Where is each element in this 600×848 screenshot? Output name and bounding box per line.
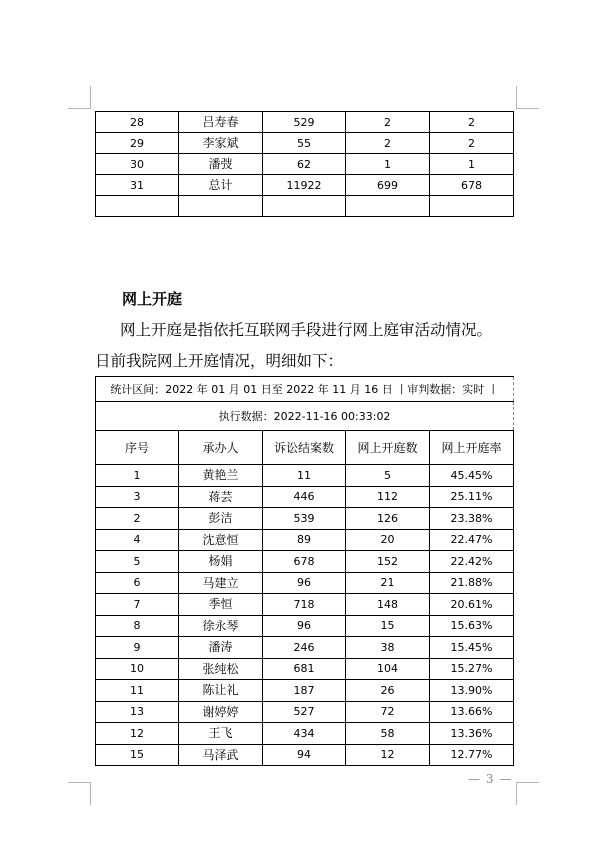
table-row xyxy=(96,658,514,680)
table-cell: 总计 xyxy=(179,175,263,196)
table-cell: 11922 xyxy=(263,175,346,196)
crop-mark-top-left xyxy=(68,86,91,109)
table-cell: 527 xyxy=(263,701,346,723)
table-cell: 539 xyxy=(263,508,346,530)
table-cell: 2 xyxy=(430,133,514,154)
table-cell: 15.63% xyxy=(430,615,514,637)
table-cell: 246 xyxy=(263,637,346,659)
table-cell: 张纯松 xyxy=(179,658,263,680)
table-cell: 6 xyxy=(96,572,179,594)
table-cell: 112 xyxy=(346,486,430,508)
table-cell: 10 xyxy=(96,658,179,680)
table-cell: 4 xyxy=(96,529,179,551)
table-cell: 25.11% xyxy=(430,486,514,508)
table-row xyxy=(96,112,514,133)
table-cell: 681 xyxy=(263,658,346,680)
table-cell: 1 xyxy=(430,154,514,175)
table-cell: 21.88% xyxy=(430,572,514,594)
table-cell: 2 xyxy=(96,508,179,530)
table-cell: 3 xyxy=(96,486,179,508)
table-cell: 96 xyxy=(263,572,346,594)
header-cell: 诉讼结案数 xyxy=(263,431,346,465)
table-cell: 季恒 xyxy=(179,594,263,616)
table-cell: 28 xyxy=(96,112,179,133)
table-cell: 55 xyxy=(263,133,346,154)
table-cell: 15 xyxy=(96,744,179,766)
table-cell: 30 xyxy=(96,154,179,175)
table-cell: 678 xyxy=(430,175,514,196)
table-cell: 5 xyxy=(346,465,430,487)
table-row xyxy=(96,175,514,196)
table-cell: 126 xyxy=(346,508,430,530)
table-row xyxy=(96,744,514,766)
table-cell: 94 xyxy=(263,744,346,766)
table-cell: 89 xyxy=(263,529,346,551)
table-cell: 148 xyxy=(346,594,430,616)
continued-table xyxy=(95,111,514,217)
table-cell: 潘涛 xyxy=(179,637,263,659)
table-cell: 11 xyxy=(263,465,346,487)
table-row xyxy=(96,465,514,487)
table-cell: 5 xyxy=(96,551,179,573)
table-row xyxy=(96,615,514,637)
table-cell: 187 xyxy=(263,680,346,702)
table-cell: 529 xyxy=(263,112,346,133)
table-cell: 38 xyxy=(346,637,430,659)
table-cell: 蒋芸 xyxy=(179,486,263,508)
table-cell: 22.47% xyxy=(430,529,514,551)
table-row xyxy=(96,486,514,508)
table-cell xyxy=(430,196,514,217)
section-heading: 网上开庭 xyxy=(122,290,183,308)
table-cell xyxy=(96,196,179,217)
table-cell: 王飞 xyxy=(179,723,263,745)
crop-mark-top-right xyxy=(516,86,539,109)
header-cell: 网上开庭数 xyxy=(346,431,430,465)
table-row xyxy=(96,133,514,154)
table-cell: 20 xyxy=(346,529,430,551)
table-cell: 15 xyxy=(346,615,430,637)
table-cell xyxy=(179,196,263,217)
table-row xyxy=(96,680,514,702)
table-row xyxy=(96,551,514,573)
table-cell: 21 xyxy=(346,572,430,594)
table-cell: 吕寿春 xyxy=(179,112,263,133)
table-cell: 陈让礼 xyxy=(179,680,263,702)
table-cell xyxy=(346,196,430,217)
table-cell: 1 xyxy=(96,465,179,487)
stats-range-line: 统计区间：2022 年 01 月 01 日至 2022 年 11 月 16 日 丨审判数据：实时 丨 xyxy=(96,377,514,402)
header-cell: 承办人 xyxy=(179,431,263,465)
table-cell: 15.27% xyxy=(430,658,514,680)
table-cell: 12 xyxy=(346,744,430,766)
table-cell: 彭洁 xyxy=(179,508,263,530)
table-cell: 23.38% xyxy=(430,508,514,530)
table-cell: 7 xyxy=(96,594,179,616)
table-cell: 李家斌 xyxy=(179,133,263,154)
table-cell: 58 xyxy=(346,723,430,745)
table-cell: 2 xyxy=(346,133,430,154)
table-cell: 2 xyxy=(430,112,514,133)
table-row xyxy=(96,196,514,217)
table-row xyxy=(96,508,514,530)
table-cell: 杨娟 xyxy=(179,551,263,573)
table-cell xyxy=(263,196,346,217)
table-cell: 黄艳兰 xyxy=(179,465,263,487)
table-cell: 12.77% xyxy=(430,744,514,766)
exec-data-line: 执行数据：2022-11-16 00:33:02 xyxy=(96,402,514,431)
page-number: — 3 — xyxy=(468,772,513,786)
table-cell: 152 xyxy=(346,551,430,573)
table-cell: 11 xyxy=(96,680,179,702)
table-row xyxy=(96,723,514,745)
table-cell: 马泽武 xyxy=(179,744,263,766)
table-cell: 104 xyxy=(346,658,430,680)
crop-mark-bottom-right xyxy=(516,782,539,805)
online-trial-table xyxy=(95,376,514,766)
table-cell: 72 xyxy=(346,701,430,723)
table-cell: 15.45% xyxy=(430,637,514,659)
table-cell: 31 xyxy=(96,175,179,196)
table-cell: 45.45% xyxy=(430,465,514,487)
table-cell: 潘弢 xyxy=(179,154,263,175)
table-row xyxy=(96,529,514,551)
table-cell: 徐永琴 xyxy=(179,615,263,637)
table-cell: 446 xyxy=(263,486,346,508)
table-row xyxy=(96,701,514,723)
table-cell: 22.42% xyxy=(430,551,514,573)
table-cell: 13 xyxy=(96,701,179,723)
table-row xyxy=(96,154,514,175)
table-cell: 13.36% xyxy=(430,723,514,745)
table-row xyxy=(96,594,514,616)
table-cell: 马建立 xyxy=(179,572,263,594)
table-cell: 2 xyxy=(346,112,430,133)
table-row xyxy=(96,637,514,659)
table-cell: 20.61% xyxy=(430,594,514,616)
table-cell: 29 xyxy=(96,133,179,154)
table-cell: 8 xyxy=(96,615,179,637)
paragraph-line-1: 网上开庭是指依托互联网手段进行网上庭审活动情况。 xyxy=(120,321,493,339)
table-cell: 718 xyxy=(263,594,346,616)
table-cell: 9 xyxy=(96,637,179,659)
table-header-row xyxy=(96,431,514,465)
table-cell: 434 xyxy=(263,723,346,745)
table-cell: 26 xyxy=(346,680,430,702)
table-cell: 13.66% xyxy=(430,701,514,723)
paragraph-line-2: 日前我院网上开庭情况，明细如下： xyxy=(95,352,344,370)
table-cell: 谢婷婷 xyxy=(179,701,263,723)
table-cell: 1 xyxy=(346,154,430,175)
header-cell: 网上开庭率 xyxy=(430,431,514,465)
table-cell: 13.90% xyxy=(430,680,514,702)
table-cell: 沈意恒 xyxy=(179,529,263,551)
crop-mark-bottom-left xyxy=(68,782,91,805)
table-row xyxy=(96,572,514,594)
table-cell: 96 xyxy=(263,615,346,637)
table-cell: 678 xyxy=(263,551,346,573)
table-cell: 699 xyxy=(346,175,430,196)
table-cell: 62 xyxy=(263,154,346,175)
table-cell: 12 xyxy=(96,723,179,745)
header-cell: 序号 xyxy=(96,431,179,465)
